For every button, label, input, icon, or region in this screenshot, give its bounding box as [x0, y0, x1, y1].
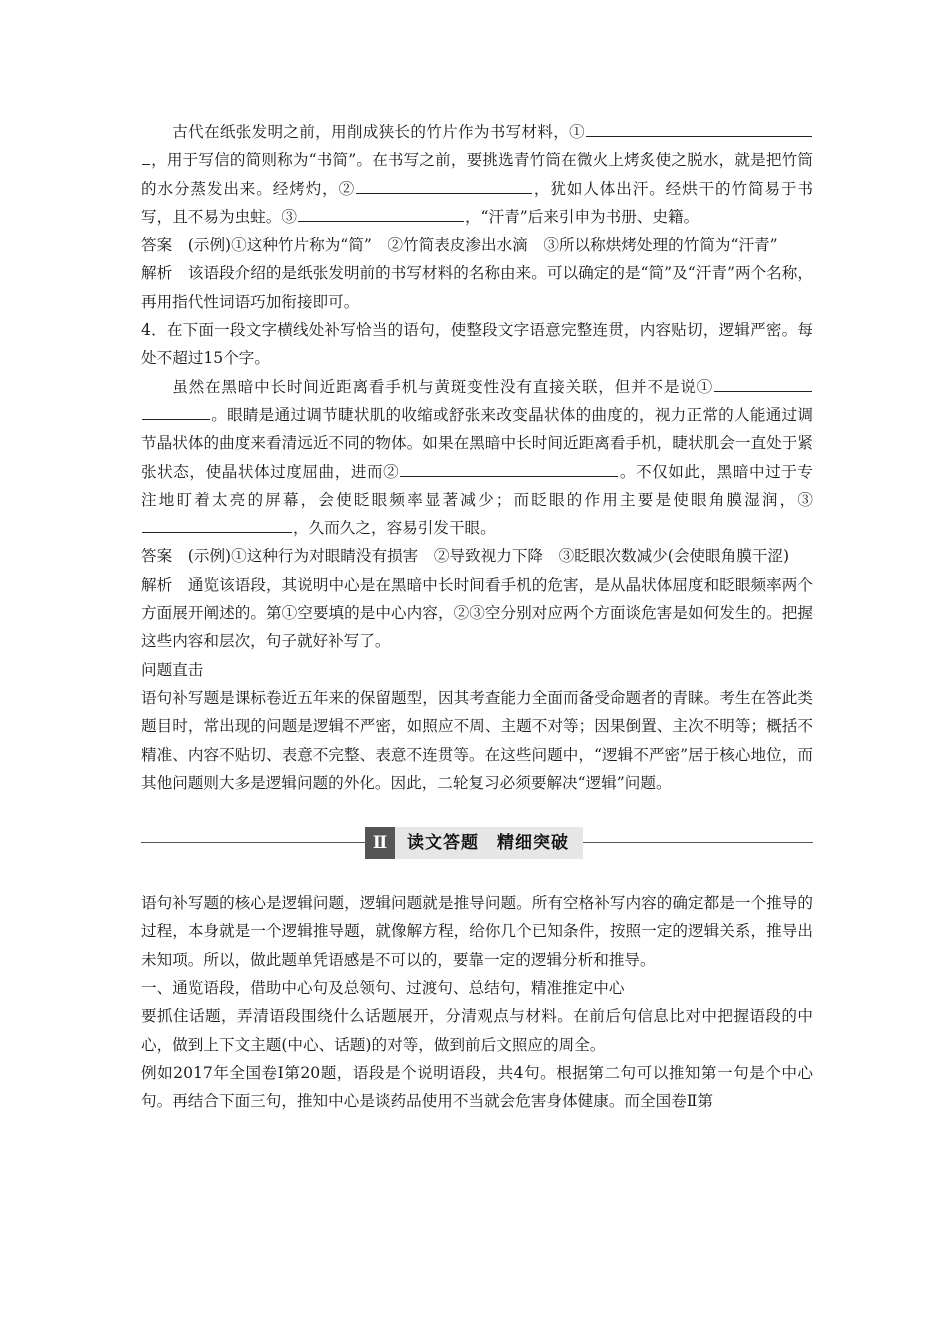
q3-passage: 古代在纸张发明之前，用削成狭长的竹片作为书写材料，①，用于写信的简则称为“书简”。在书写之前，要挑选青竹筒在微火上烤炙使之脱水，就是把竹筒的水分蒸发出来。经烤灼，② ，犹如人体出汗。经烘干的竹简易于书写，且不易为虫蛀。③ ，“汗青”后来引申为书册、史籍。 — [141, 118, 813, 231]
section2-paragraph-2: 例如2017年全国卷Ⅰ第20题，语段是个说明语段，共4句。根据第二句可以推知第一句是个中心句。再结合下面三句，推知中心是谈药品使用不当就会危害身体健康。而全国卷Ⅱ第 — [141, 1063, 813, 1111]
q4-passage: 虽然在黑暗中长时间近距离看手机与黄斑变性没有直接关联，但并不是说①。眼睛是通过调节睫状肌的收缩或舒张来改变晶状体的曲度的，视力正常的人能通过调节晶状体的曲度来看清远近不同的物体。如果在黑暗中长时间近距离看手机，睫状肌会一直处于紧张状态，使晶状体过度屈曲，进而② 。不仅如此，黑暗中过于专注地盯着太亮的屏幕，会使眨眼频率显著减少；而眨眼的作用主要是使眼角膜湿润，③，久而久之，容易引发干眼。 — [141, 373, 813, 543]
q4-analysis: 解析 通览该语段，其说明中心是在黑暗中长时间看手机的危害，是从晶状体屈度和眨眼频率两个方面展开阐述的。第①空要填的是中心内容，②③空分别对应两个方面谈危害是如何发生的。把握这些内容和层次，句子就好补写了。 — [141, 575, 813, 651]
blank-3 — [298, 205, 464, 222]
q3-answer: 答案 (示例)①这种竹片称为“简” ②竹简表皮渗出水滴 ③所以称烘烤处理的竹简为“汗青” — [141, 236, 778, 255]
q4-answer: 答案 (示例)①这种行为对眼睛没有损害 ②导致视力下降 ③眨眼次数减少(会使眼角膜干涩) — [141, 547, 790, 566]
blank-1 — [586, 120, 812, 137]
direct-body: 语句补写题是课标卷近五年来的保留题型，因其考查能力全面而备受命题者的青睐。考生在答此类题目时，常出现的问题是逻辑不严密，如照应不周、主题不对等；因果倒置、主次不明等；概括不精准、内容不贴切、表意不完整、表意不连贯等。在这些问题中，“逻辑不严密”居于核心地位，而其他问题则大多是逻辑问题的外化。因此，二轮复习必须要解决“逻辑”问题。 — [141, 688, 813, 792]
section-title: 读文答题 精细突破 — [395, 827, 583, 859]
blank-2 — [400, 459, 618, 476]
section2-paragraph-1: 要抓住话题，弄清语段围绕什么话题展开，分清观点与材料。在前后句信息比对中把握语段的中心，做到上下文主题(中心、话题)的对等，做到前后文照应的周全。 — [141, 1007, 813, 1054]
blank-1-cont — [142, 403, 210, 420]
direct-heading: 问题直击 — [141, 660, 204, 679]
section2-heading-1: 一、通览语段，借助中心句及总领句、过渡句、总结句，精准推定中心 — [141, 979, 625, 998]
blank-2 — [356, 176, 532, 193]
blank-3 — [142, 516, 292, 533]
section-numeral: Ⅱ — [365, 827, 395, 859]
section-banner — [141, 827, 813, 861]
q4-prompt: 4．在下面一段文字横线处补写恰当的语句，使整段文字语意完整连贯，内容贴切，逻辑严密。每处不超过15个字。 — [141, 321, 813, 368]
blank-1 — [714, 374, 812, 391]
q3-analysis: 解析 该语段介绍的是纸张发明前的书写材料的名称由来。可以确定的是“简”及“汗青”两个名称，再用指代性词语巧加衔接即可。 — [141, 264, 813, 311]
banner-label — [365, 827, 583, 859]
blank-1-cont — [142, 148, 150, 165]
document-page — [141, 118, 813, 1116]
section2-intro: 语句补写题的核心是逻辑问题，逻辑问题就是推导问题。所有空格补写内容的确定都是一个推导的过程，本身就是一个逻辑推导题，就像解方程，给你几个已知条件，按照一定的逻辑关系，推导出未知项。所以，做此题单凭语感是不可以的，要靠一定的逻辑分析和推导。 — [141, 894, 813, 969]
